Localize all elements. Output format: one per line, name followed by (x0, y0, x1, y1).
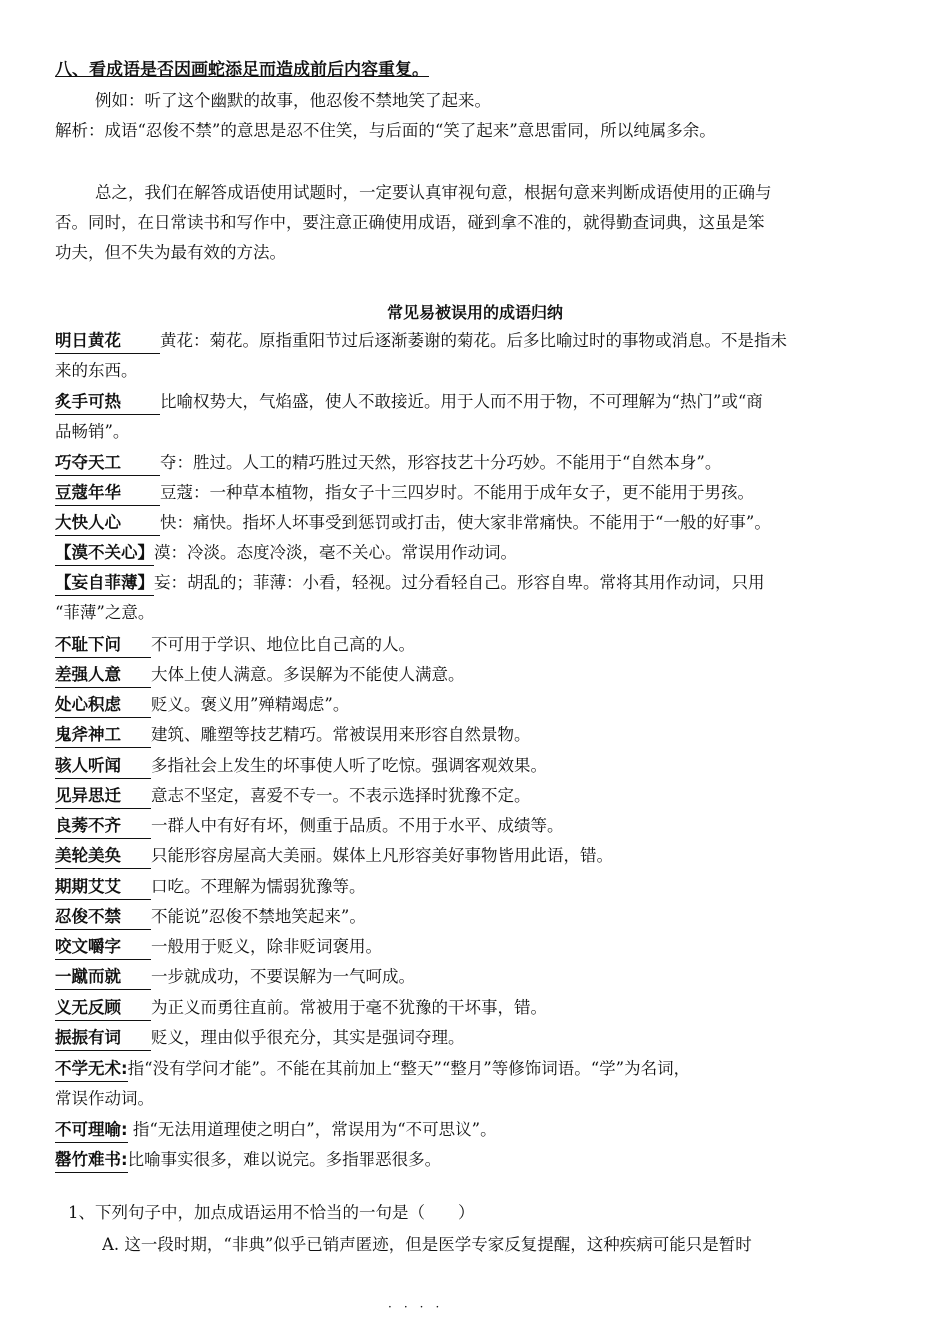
idiom-desc: 夺：胜过。人工的精巧胜过天然，形容技艺十分巧妙。不能用于“自然本身”。 (160, 453, 722, 472)
idiom-term: 鬼斧神工 (55, 723, 151, 748)
idiom-entry (55, 508, 895, 538)
idiom-entry (55, 751, 895, 781)
summary-line-2: 否。同时，在日常读书和写作中，要注意正确使用成语，碰到拿不准的，就得勤查词典，这虽是笨 (55, 213, 765, 232)
idiom-term: 不学无术: (55, 1057, 128, 1082)
idiom-term: 骇人听闻 (55, 754, 151, 779)
idiom-desc: 一般用于贬义，除非贬词褒用。 (151, 937, 382, 956)
idiom-term: 巧夺天工 (55, 451, 160, 476)
idiom-entry (55, 568, 895, 598)
idiom-desc-cont: 来的东西。 (55, 361, 138, 380)
idiom-entry (55, 1054, 895, 1084)
idiom-desc: 贬义，理由似乎很充分，其实是强词夺理。 (151, 1028, 465, 1047)
idiom-term: 美轮美奂 (55, 844, 151, 869)
idiom-entry (55, 841, 895, 871)
example-sentence: 例如：听了这个幽默的故事，他忍俊不禁地笑了起来。 (95, 91, 491, 110)
idiom-term: 明日黄花 (55, 329, 160, 354)
idiom-term: 处心积虑 (55, 693, 151, 718)
idiom-desc: 只能形容房屋高大美丽。媒体上凡形容美好事物皆用此语，错。 (151, 846, 613, 865)
idiom-term: 良莠不齐 (55, 814, 151, 839)
emphasis-dots: ···· (388, 1300, 452, 1314)
idiom-entry (55, 478, 895, 508)
idiom-desc: 指“没有学问才能”。不能在其前加上“整天”“整月”等修饰词语。“学”为名词， (127, 1059, 691, 1078)
idiom-term: 忍俊不禁 (55, 905, 151, 930)
idiom-entry (55, 902, 895, 932)
idiom-entry (55, 962, 895, 992)
question-stem: 1、下列句子中，加点成语运用不恰当的一句是（ ） (68, 1203, 475, 1222)
idiom-term: 振振有词 (55, 1026, 151, 1051)
idiom-term: 【妄自菲薄】 (55, 571, 154, 596)
idiom-term: 罄竹难书: (55, 1148, 128, 1173)
idiom-term: 不可理喻: (55, 1118, 128, 1143)
idiom-desc: 漠：冷淡。态度冷淡，毫不关心。常误用作动词。 (154, 543, 517, 562)
idiom-entry (55, 1145, 895, 1175)
idiom-entry (55, 720, 895, 750)
analysis-paragraph: 解析：成语“忍俊不禁”的意思是忍不住笑，与后面的“笑了起来”意思雷同，所以纯属多余。 (55, 121, 716, 140)
idiom-desc-cont: “菲薄”之意。 (55, 603, 155, 622)
idiom-entry (55, 993, 895, 1023)
idiom-desc: 多指社会上发生的坏事使人听了吃惊。强调客观效果。 (151, 756, 547, 775)
idiom-entry (55, 326, 895, 356)
idiom-entry (55, 872, 895, 902)
idiom-term: 豆蔻年华 (55, 481, 160, 506)
idiom-desc: 不可用于学识、地位比自己高的人。 (151, 635, 415, 654)
idiom-desc: 豆蔻：一种草本植物，指女子十三四岁时。不能用于成年女子，更不能用于男孩。 (160, 483, 754, 502)
idiom-entry (55, 781, 895, 811)
idiom-desc: 贬义。褒义用”殚精竭虑”。 (151, 695, 350, 714)
idiom-term: 大快人心 (55, 511, 160, 536)
idiom-entry (55, 448, 895, 478)
idiom-desc: 比喻权势大，气焰盛，使人不敢接近。用于人而不用于物，不可理解为“热门”或“商 (160, 392, 763, 411)
idiom-term: 不耻下问 (55, 633, 151, 658)
idiom-term: 见异思迁 (55, 784, 151, 809)
idiom-desc: 指“无法用道理使之明白”，常误用为“不可思议”。 (127, 1120, 497, 1139)
summary-line-1: 总之，我们在解答成语使用试题时，一定要认真审视句意，根据句意来判断成语使用的正确与 (95, 183, 772, 202)
idiom-entry (55, 690, 895, 720)
idiom-desc: 妄：胡乱的；菲薄：小看，轻视。过分看轻自己。形容自卑。常将其用作动词，只用 (154, 573, 765, 592)
idiom-desc: 黄花：菊花。原指重阳节过后逐渐萎谢的菊花。后多比喻过时的事物或消息。不是指未 (160, 331, 787, 350)
idiom-term: 一蹴而就 (55, 965, 151, 990)
idiom-desc: 建筑、雕塑等技艺精巧。常被误用来形容自然景物。 (151, 725, 531, 744)
idiom-entry (55, 538, 895, 568)
idiom-desc: 大体上使人满意。多误解为不能使人满意。 (151, 665, 465, 684)
idiom-entry (55, 811, 895, 841)
idiom-desc-cont: 品畅销”。 (55, 422, 130, 441)
summary-line-3: 功夫，但不失为最有效的方法。 (55, 243, 286, 262)
idiom-term: 差强人意 (55, 663, 151, 688)
idiom-term: 【漠不关心】 (55, 541, 154, 566)
idiom-desc-cont: 常误作动词。 (55, 1089, 154, 1108)
idiom-desc: 口吃。不理解为懦弱犹豫等。 (151, 877, 366, 896)
idiom-desc: 快：痛快。指坏人坏事受到惩罚或打击，使大家非常痛快。不能用于“一般的好事”。 (160, 513, 771, 532)
idiom-desc: 不能说”忍俊不禁地笑起来”。 (151, 907, 366, 926)
list-title: 常见易被误用的成语归纳 (386, 303, 563, 322)
idiom-desc: 比喻事实很多，难以说完。多指罪恶很多。 (127, 1150, 442, 1169)
idiom-term: 义无反顾 (55, 996, 151, 1021)
idiom-entry (55, 1023, 895, 1053)
idiom-entry (55, 387, 895, 417)
idiom-desc: 意志不坚定，喜爱不专一。不表示选择时犹豫不定。 (151, 786, 531, 805)
idiom-desc: 一步就成功，不要误解为一气呵成。 (151, 967, 415, 986)
question-option-a: A. 这一段时期，“非典”似乎已销声匿迹，但是医学专家反复提醒，这种疾病可能只是暂时 (102, 1235, 752, 1254)
idiom-entry (55, 1115, 895, 1145)
idiom-entry (55, 660, 895, 690)
idiom-desc: 为正义而勇往直前。常被用于毫不犹豫的干坏事，错。 (151, 998, 547, 1017)
idiom-entry (55, 630, 895, 660)
idiom-desc: 一群人中有好有坏，侧重于品质。不用于水平、成绩等。 (151, 816, 564, 835)
idiom-term: 咬文嚼字 (55, 935, 151, 960)
section-heading: 八、看成语是否因画蛇添足而造成前后内容重复。 (55, 60, 429, 80)
idiom-term: 期期艾艾 (55, 875, 151, 900)
idiom-entry (55, 932, 895, 962)
idiom-term: 炙手可热 (55, 390, 160, 415)
